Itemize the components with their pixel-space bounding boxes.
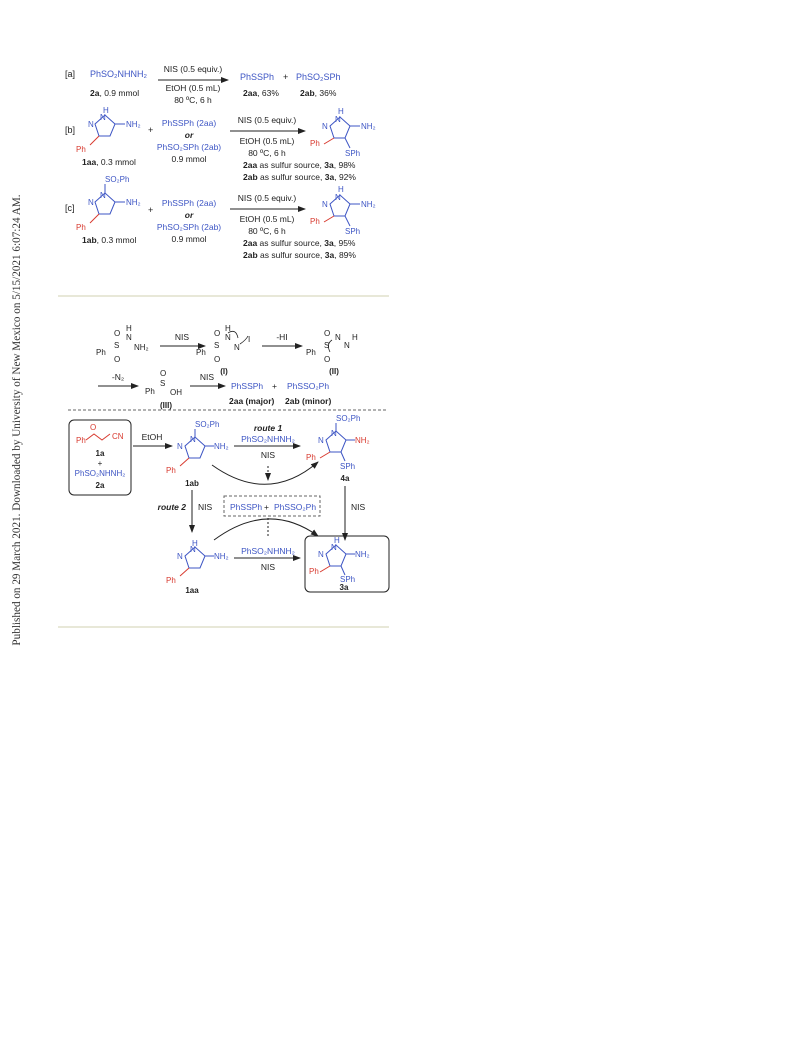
mi-h: H: [225, 324, 231, 333]
product-a-2: PhSO₂SPh: [296, 72, 341, 82]
result-c-1-prod: 3a: [324, 238, 334, 248]
m3a-nh2: NH₂: [355, 550, 370, 559]
reagent-a-note: [90, 88, 139, 98]
ketonitrile-structure: [76, 423, 124, 445]
svg-text:N: N: [177, 442, 183, 451]
svg-text:N: N: [177, 552, 183, 561]
intermediate-II-structure: [306, 329, 358, 364]
result-c-1-id: 2aa: [243, 238, 258, 248]
result-b-1-prod: 3a: [324, 160, 334, 170]
svg-text:N: N: [318, 436, 324, 445]
sulfur-box-plus: +: [264, 502, 269, 512]
box-sm1: 1a: [95, 449, 105, 458]
route2-label: route 2: [157, 502, 186, 512]
result-c-2-prod: 3a: [324, 250, 335, 260]
prod-major: PhSSPh: [231, 381, 264, 391]
b-sm-ph: Ph: [76, 145, 86, 154]
mii-n1: N: [335, 333, 341, 342]
cond-c-1: NIS (0.5 equiv.): [237, 193, 297, 203]
label-c: [c]: [65, 203, 75, 213]
result-b-1-text: as sulfur source,: [257, 160, 325, 170]
mii-h: H: [352, 333, 358, 342]
reag-c-2: PhSO₂SPh (2ab): [156, 222, 222, 232]
intermediate-I-structure: [196, 324, 250, 364]
m4a-so2ph: SO₂Ph: [336, 414, 361, 423]
b-prod-h: H: [338, 107, 344, 116]
result-b-2-prod: 3a: [324, 172, 335, 182]
result-b-2: [243, 172, 356, 182]
mech-arrow-3-label: -N₂: [111, 372, 125, 382]
pyrazole-3a-final: [309, 536, 370, 584]
reag-b-1: PhSSPh (2aa): [161, 118, 217, 128]
svg-text:N: N: [335, 115, 341, 124]
m1aa-ph: Ph: [166, 576, 176, 585]
route1-curved-arrow: [212, 462, 318, 484]
b-sm-nh2: NH₂: [126, 120, 141, 129]
mi-n1: N: [225, 333, 231, 342]
product-a-2-yield: , 36%: [314, 88, 337, 98]
svg-text:N: N: [322, 200, 328, 209]
route1-reagent: PhSO₂NHNH₂: [241, 434, 295, 444]
m4a-nh2: NH₂: [355, 436, 370, 445]
box-plus: +: [97, 459, 103, 468]
svg-text:N: N: [88, 198, 94, 207]
product-a-2-id: 2ab: [300, 88, 315, 98]
prod-minor-note: 2ab (minor): [285, 396, 332, 406]
pyrazole-4a-structure: [306, 414, 370, 471]
cond-c-3: 80 ºC, 6 h: [248, 226, 286, 236]
download-citation: Published on 29 March 2021. Downloaded by University of New Mexico on 5/15/2021 6:07:24 AM.: [11, 194, 23, 646]
c-sm-nh2: NH₂: [126, 198, 141, 207]
mech-arrow-2-label: -HI: [276, 332, 288, 342]
m3a-sph: SPh: [340, 575, 356, 584]
sm-c-note: [82, 235, 136, 245]
result-b-1-yield: , 98%: [333, 160, 356, 170]
route2-curved-arrow: [214, 519, 318, 540]
m1aa-nh2: NH₂: [214, 552, 229, 561]
plus-b: +: [148, 125, 154, 135]
pyrazole-1ab-structure: [76, 175, 141, 232]
m3a-ph: Ph: [309, 567, 319, 576]
prod-minor: PhSSO₂Ph: [287, 381, 330, 391]
mii-o-top: O: [324, 329, 331, 338]
cond-c-2: EtOH (0.5 mL): [239, 214, 295, 224]
sulfur-box-1: PhSSPh: [230, 502, 263, 512]
reag-c-amount: 0.9 mmol: [171, 234, 207, 244]
plus-a: +: [283, 72, 289, 82]
mech-arrow-1-label: NIS: [174, 332, 190, 342]
reagent-a-id: 2a: [90, 88, 100, 98]
int-II-label: (II): [329, 367, 339, 376]
or-b: or: [184, 130, 194, 140]
m1-nh2: NH₂: [134, 343, 149, 352]
m1-h: H: [126, 324, 132, 333]
sm-b-id: 1aa: [82, 157, 97, 167]
box-sm2-id: 2a: [95, 481, 105, 490]
result-c-1: [243, 238, 356, 248]
or-c: or: [184, 210, 194, 220]
b-prod-ph: Ph: [310, 139, 320, 148]
m1ab-ph: Ph: [166, 466, 176, 475]
ket-ph: Ph: [76, 436, 86, 445]
pyrazole-3a-structure-c: [310, 185, 376, 236]
cond-b-1: NIS (0.5 equiv.): [237, 115, 297, 125]
sm-c-amount: , 0.3 mmol: [96, 235, 137, 245]
cond-b-2: EtOH (0.5 mL): [239, 136, 295, 146]
reag-b-amount: 0.9 mmol: [171, 154, 207, 164]
svg-text:N: N: [190, 435, 196, 444]
mi-n2: N: [234, 343, 240, 352]
svg-text:N: N: [331, 543, 337, 552]
c-sm-so2ph: SO₂Ph: [105, 175, 130, 184]
result-c-1-text: as sulfur source,: [257, 238, 325, 248]
m3a-h: H: [334, 536, 340, 545]
svg-text:N: N: [318, 550, 324, 559]
result-b-2-text: as sulfur source,: [257, 172, 325, 182]
plus-c: +: [148, 205, 154, 215]
mechanism-scheme: [0, 300, 793, 630]
c-prod-nh2: NH₂: [361, 200, 376, 209]
svg-text:N: N: [322, 122, 328, 131]
m4a-ph: Ph: [306, 453, 316, 462]
cond-a-2: EtOH (0.5 mL): [165, 83, 221, 93]
result-c-2-yield: , 89%: [334, 250, 356, 260]
product-a-1-yield: , 63%: [257, 88, 279, 98]
c-prod-sph: SPh: [345, 227, 361, 236]
product-a-1-note: [243, 88, 279, 98]
reag-c-1: PhSSPh (2aa): [161, 198, 217, 208]
route1-nis: NIS: [260, 450, 276, 460]
bottom-reagent: PhSO₂NHNH₂: [241, 546, 295, 556]
miii-o: O: [160, 369, 167, 378]
result-b-1: [243, 160, 356, 170]
pyrazole-1aa-mech: [166, 539, 229, 585]
svg-text:N: N: [331, 429, 337, 438]
c-sm-ph: Ph: [76, 223, 86, 232]
cond-b-3: 80 ºC, 6 h: [248, 148, 286, 158]
sulfonylhydrazide-structure: [96, 324, 149, 364]
pyrazole-1aa-structure: [76, 106, 141, 154]
pyrazole-1ab-mech: [166, 420, 229, 475]
right-nis-label: NIS: [351, 502, 366, 512]
m1-o-bot: O: [114, 355, 121, 364]
mii-o-bot: O: [324, 355, 331, 364]
result-b-1-id: 2aa: [243, 160, 258, 170]
product-a-1: PhSSPh: [240, 72, 275, 82]
sm-b-amount: , 0.3 mmol: [96, 157, 136, 167]
m1-n: N: [126, 333, 132, 342]
result-c-2-text: as sulfur source,: [257, 250, 325, 260]
bottom-nis: NIS: [260, 562, 276, 572]
prod-major-note: 2aa (major): [229, 396, 275, 406]
final-3a-label: 3a: [339, 583, 349, 592]
m1-o-top: O: [114, 329, 121, 338]
m4a-sph: SPh: [340, 462, 356, 471]
int-III-label: (III): [160, 401, 172, 410]
int-4a-label: 4a: [340, 474, 350, 483]
m1-ph: Ph: [96, 348, 106, 357]
cond-a-1: NIS (0.5 equiv.): [163, 64, 223, 74]
result-c-2-id: 2ab: [243, 250, 258, 260]
int-I-label: (I): [220, 367, 228, 376]
svg-text:N: N: [335, 193, 341, 202]
c-prod-h: H: [338, 185, 344, 194]
label-b: [b]: [65, 125, 76, 135]
result-c-1-yield: , 95%: [333, 238, 356, 248]
m1ab-so2ph: SO₂Ph: [195, 420, 220, 429]
mi-o-top: O: [214, 329, 221, 338]
result-b-2-yield: , 92%: [334, 172, 356, 182]
svg-text:N: N: [88, 120, 94, 129]
svg-text:N: N: [190, 545, 196, 554]
mi-s: S: [214, 341, 220, 350]
sm-c-id: 1ab: [82, 235, 97, 245]
miii-ph: Ph: [145, 387, 155, 396]
miii-s: S: [160, 379, 166, 388]
svg-text:N: N: [100, 113, 106, 122]
mi-o-bot: O: [214, 355, 221, 364]
cond-a-3: 80 ºC, 6 h: [174, 95, 212, 105]
svg-text:N: N: [100, 191, 106, 200]
route1-label: route 1: [253, 423, 283, 433]
box-sm2: PhSO₂NHNH₂: [74, 469, 126, 478]
product-a-2-note: [300, 88, 337, 98]
mi-i: I: [248, 335, 251, 344]
label-a: [a]: [65, 69, 76, 79]
pyrazole-3a-structure-b: [310, 107, 376, 158]
control-experiments-scheme: [0, 0, 793, 300]
product-a-1-id: 2aa: [243, 88, 258, 98]
etoh-label: EtOH: [141, 432, 163, 442]
sm-b-note: [82, 157, 136, 167]
m1ab-nh2: NH₂: [214, 442, 229, 451]
result-c-2: [243, 250, 356, 260]
ket-o: O: [90, 423, 97, 432]
mech-arrow-4-label: NIS: [199, 372, 215, 382]
sulfur-box-2: PhSSO₂Ph: [274, 502, 317, 512]
b-sm-h: H: [103, 106, 109, 115]
int-1ab-label: 1ab: [185, 479, 199, 488]
result-b-2-id: 2ab: [243, 172, 258, 182]
int-1aa-label: 1aa: [185, 586, 199, 595]
reagent-a: PhSO₂NHNH₂: [90, 69, 147, 79]
mi-ph: Ph: [196, 348, 206, 357]
ket-cn: CN: [112, 432, 124, 441]
mii-s: S: [324, 341, 330, 350]
intermediate-III-structure: [145, 369, 182, 397]
prod-plus: +: [272, 381, 277, 391]
m1-s: S: [114, 341, 120, 350]
c-prod-ph: Ph: [310, 217, 320, 226]
mii-n2: N: [344, 341, 350, 350]
mii-ph: Ph: [306, 348, 316, 357]
reag-b-2: PhSO₂SPh (2ab): [156, 142, 222, 152]
b-prod-nh2: NH₂: [361, 122, 376, 131]
route2-nis: NIS: [198, 502, 213, 512]
m1aa-h: H: [192, 539, 198, 548]
miii-oh: OH: [170, 388, 182, 397]
b-prod-sph: SPh: [345, 149, 361, 158]
reagent-a-amount: , 0.9 mmol: [99, 88, 140, 98]
